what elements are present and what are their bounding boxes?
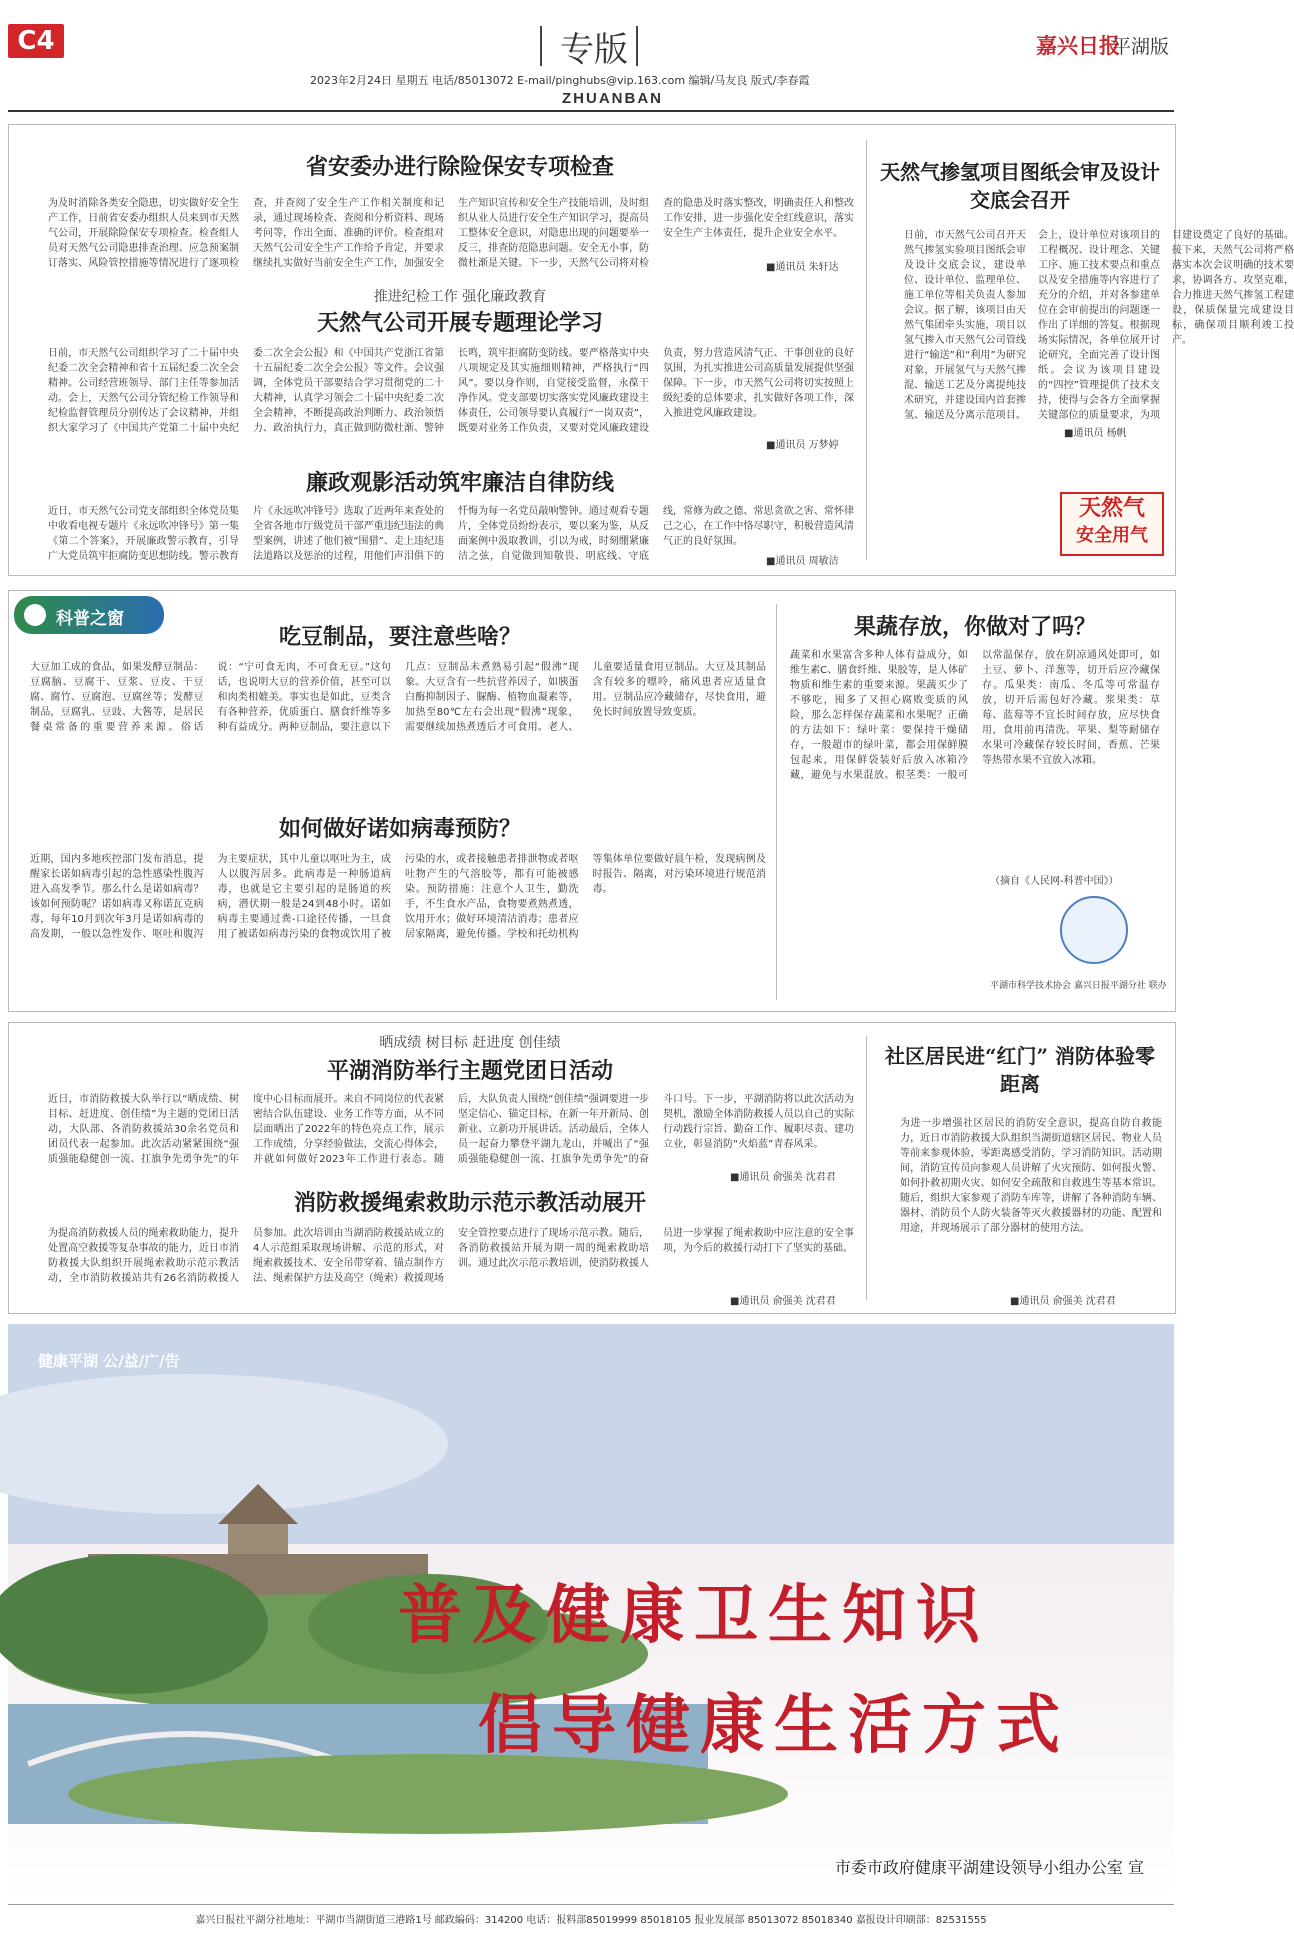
science-story-c-source: （摘自《人民网-科普中国》） bbox=[990, 876, 1119, 887]
story2-byline: ■通讯员 万梦婷 bbox=[766, 440, 839, 451]
science-window-logo bbox=[14, 596, 164, 634]
divider bbox=[636, 26, 638, 66]
edition-label: 平湖版 bbox=[1112, 36, 1170, 58]
story2-headline: 天然气公司开展专题理论学习 bbox=[316, 310, 603, 336]
story7-byline: ■通讯员 俞强美 沈君君 bbox=[1010, 1296, 1116, 1307]
science-story-a-headline: 吃豆制品，要注意些啥？ bbox=[278, 624, 521, 650]
dateline: 2023年2月24日 星期五 电话/85013072 E-mail/pinghubs@vip.163.com 编辑/马友良 版式/李春霞 bbox=[310, 74, 810, 87]
story5-subhead: 晒成绩 树目标 赶进度 创佳绩 bbox=[379, 1035, 561, 1051]
story6-byline: ■通讯员 俞强美 沈君君 bbox=[730, 1296, 836, 1307]
story1-byline: ■通讯员 朱轩达 bbox=[766, 262, 839, 273]
story5-byline: ■通讯员 俞强美 沈君君 bbox=[730, 1172, 836, 1183]
ad-slogan-line-1: 普及健康卫生知识 bbox=[398, 1578, 990, 1653]
section-subtitle: ZHUANBAN bbox=[562, 90, 663, 107]
story3-byline: ■通讯员 周敏洁 bbox=[766, 556, 839, 567]
story7-body: 为进一步增强社区居民的消防安全意识，提高自防自救能力，近日市消防救援大队组织当湖街道辖区居民、物业人员等前来参观体验，零距离感受消防，学习消防知识。活动期间，消防宣传员向参观人员讲解了火灾预防、如何报火警、如何扑救初期火灾、如何安全疏散和自救逃生等基本常识。随后，组织大家参观了消防车库等，讲解了各种消防车辆、器材、消防员个人防火装备等灭火救援器材的功能、配置和用途，并现场展示了部分器材的使用方法。 bbox=[900, 1118, 1162, 1234]
science-story-a-body: 大豆加工成的食品，如果发酵豆制品：豆腐脑、豆腐干、豆浆、豆皮、干豆腐、腐竹、豆腐泡、豆腐丝等；发酵豆制品，豆腐乳、豆豉、大酱等，是居民餐桌常备的重要营养来源。俗话说：“宁可食无肉，不可食无豆。”这句话，也说明大豆的营养价值，甚至可以和肉类相媲美。事实也是如此，豆类含有各种营养，优质蛋白、膳食纤维等多种有益成分。两种豆制品，要注意以下几点：豆制品未煮熟易引起“假沸”现象。大豆含有一些抗营养因子，如胰蛋白酶抑制因子、脲酶、植物血凝素等，加热至80℃左右会出现“假沸”现象，需要继续加热煮透后才可食用。老人、儿童要适量食用豆制品。大豆及其制品含有较多的嘌呤，痛风患者应适量食用。豆制品应冷藏储存，尽快食用，避免长时间放置导致变质。 bbox=[30, 662, 766, 733]
stamp-line-2: 安全用气 bbox=[1076, 525, 1148, 546]
ad-organizer: 市委市政府健康平湖建设领导小组办公室 宣 bbox=[834, 1858, 1144, 1877]
stamp-line-1: 天然气 bbox=[1078, 495, 1145, 521]
gas-safety-stamp bbox=[1060, 492, 1164, 556]
science-association-seal-icon bbox=[1060, 896, 1128, 964]
science-logo-text: 科普之窗 bbox=[56, 609, 124, 629]
ad-slogan-line-2: 倡导健康生活方式 bbox=[478, 1688, 1070, 1763]
brand-logo: 嘉兴日报 bbox=[1036, 33, 1120, 58]
story5-headline: 平湖消防举行主题党团日活动 bbox=[326, 1058, 613, 1084]
story5-body: 近日，市消防救援大队举行以“晒成绩、树目标、赶进度、创佳绩”为主题的党团日活动，大队部、各消防救援站30余名党员和团员代表一起参加。此次活动紧紧围绕“强质强能稳健创一流、扛旗争先勇争先”的年度中心目标而展开。来自不同岗位的代表紧密结合队伍建设、业务工作等方面，从不同层面晒出了2022年的特色亮点工作，展示工作成绩，分享经验做法，交流心得体会，并就如何做好2023年工作进行表态。随后，大队负责人围绕“创佳绩”强调要进一步坚定信心、锚定目标，在新一年开新局、创新业、立新功开展讲话。活动最后，全体人员一起奋力攀登平湖九龙山，并喊出了“强质强能稳健创一流、扛旗争先勇争先”的奋斗口号。下一步，平湖消防将以此次活动为契机，激励全体消防救援人员以自己的实际行动践行宗旨、勤奋工作、履职尽责、建功立业，彰显消防“火焰蓝”青春风采。 bbox=[48, 1094, 854, 1165]
story1-headline: 省安委办进行除险保安专项检查 bbox=[305, 154, 614, 180]
section-title: 专版 bbox=[560, 30, 628, 70]
story7-headline: 社区居民进“红门” 消防体验零距离 bbox=[885, 1044, 1155, 1096]
science-story-c-body: 蔬菜和水果富含多种人体有益成分，如维生素C、膳食纤维、果胶等，是人体矿物质和维生素的重要来源。果蔬买少了不够吃，囤多了又担心腐败变质的风险，那么怎样保存蔬菜和水果呢？正确的方法如下：绿叶菜：要保持干燥储存，一般超市的绿叶菜，都会用保鲜膜包起来，用保鲜袋装好后放入冰箱冷藏，避免与水果混放。根茎类：一般可以常温保存，放在阴凉通风处即可，如土豆、萝卜、洋葱等，切开后应冷藏保存。瓜果类：南瓜、冬瓜等可常温存放，切开后需包好冷藏。浆果类：草莓、蓝莓等不宜长时间存放，应尽快食用，食用前再清洗。苹果、梨等耐储存水果可冷藏保存较长时间，香蕉、芒果等热带水果不宜放入冰箱。 bbox=[790, 650, 1160, 781]
story2-body: 日前，市天然气公司组织学习了二十届中央纪委二次全会精神和省十五届纪委二次全会精神。公司经营班领导、部门主任等参加活动。会上，天然气公司分管纪检工作领导和纪检监督管理员分别传达了会议精神，并组织大家学习了《中国共产党第二十届中央纪委二次全会公报》和《中国共产党浙江省第十五届纪委二次全会公报》等文件。会议强调，全体党员干部要结合学习贯彻党的二十大精神，认真学习领会二十届中央纪委二次全会精神，不断提高政治判断力、政治领悟力、政治执行力，真正做到防微杜渐、警钟长鸣，筑牢拒腐防变防线。要严格落实中央八项规定及其实施细则精神，严格执行“四风”。要以身作则，自觉接受监督，永葆干净作风。党支部要切实落实党风廉政建设主体责任，公司领导要认真履行“一岗双责”，既要对业务工作负责，又要对党风廉政建设负责，努力营造风清气正、干事创业的良好氛围，为扎实推进公司高质量发展提供坚强保障。下一步，市天然气公司将切实按照上级纪委的总体要求，扎实做好各项工作，深入推进党风廉政建设。 bbox=[48, 348, 854, 434]
story6-body: 为提高消防救援人员的绳索救助能力，提升处置高空救援等复杂事故的能力，近日市消防救援大队组织开展绳索救助示范示教活动，全市消防救援站共有26名消防救援人员参加。此次培训由当湖消防救援站成立的4人示范组采取现场讲解、示范的形式，对绳索救援技术、安全吊带穿着、锚点制作方法、绳索保护方法及高空（绳索）救援现场安全管控要点进行了现场示范示教。随后，各消防救援站开展为期一周的绳索救助培训。通过此次示范示教培训，使消防救援人员进一步掌握了绳索救助中应注意的安全事项，为今后的救援行动打下了坚实的基础。 bbox=[48, 1228, 854, 1284]
divider bbox=[540, 26, 542, 66]
ad-label: 健康平湖 公/益/广/告 bbox=[38, 1352, 180, 1370]
story1-body: 为及时消除各类安全隐患，切实做好安全生产工作，日前省安委办组织人员来到市天然气公司，开展除险保安专项检查。检查组人员对天然气公司隐患排查治理、应急预案制订落实、风险管控措施等情况进行了逐项检查，并查阅了安全生产工作相关制度和记录，通过现场检查、查阅和分析资料、现场考问等，作出全面、准确的评价。检查组对天然气公司安全生产工作给予肯定，并要求继续扎实做好当前安全生产工作，加强安全生产知识宣传和安全生产技能培训，及时组织从业人员进行安全生产知识学习，提高员工整体安全意识，对隐患出现的问题要举一反三，排查防范隐患问题。安全无小事，防微杜渐是关键。下一步，天然气公司将对检查的隐患及时落实整改，明确责任人和整改工作安排，进一步强化安全红线意识，落实安全生产主体责任，提升企业安全水平。 bbox=[48, 198, 854, 269]
column-divider bbox=[866, 140, 867, 560]
story3-headline: 廉政观影活动筑牢廉洁自律防线 bbox=[305, 470, 614, 496]
page-code-badge: C4 bbox=[8, 24, 64, 58]
co-organizer-caption: 平湖市科学技术协会 嘉兴日报平湖分社 联办 bbox=[990, 981, 1167, 991]
story3-body: 近日，市天然气公司党支部组织全体党员集中收看电视专题片《永远吹冲锋号》第一集《第二个答案》，开展廉政警示教育，引导广大党员筑牢拒腐防变思想防线。警示教育片《永远吹冲锋号》选取了近两年来查处的全省各地市厅级党员干部严重违纪违法的典型案例，讲述了他们被“围猎”、走上违纪违法道路以及惩治的过程，用他们声泪俱下的忏悔为每一名党员敲响警钟。通过观看专题片，全体党员纷纷表示，要以案为鉴，从反面案例中汲取教训，引以为戒，时刻绷紧廉洁之弦，自觉做到知敬畏、明底线、守底线，常修为政之德、常思贪欲之害、常怀律己之心，在工作中恪尽职守，积极营造风清气正的良好氛围。 bbox=[48, 506, 854, 562]
story2-subhead: 推进纪检工作 强化廉政教育 bbox=[373, 289, 547, 305]
story4-byline: ■通讯员 杨帆 bbox=[1064, 428, 1127, 439]
leaf-icon bbox=[24, 604, 46, 626]
story4-body: 日前，市天然气公司召开天然气掺氢实验项目图纸会审及设计交底会议，建设单位、设计单位、监理单位、施工单位等相关负责人参加会议。据了解，该项目由天然气集团牵头实施，项目以氢气掺入市天然气公司管线进行“输送”和“利用”为研究对象，开展氢气与天然气掺混、输送工艺及分离提纯技术研究，并建设国内首套掺氢、输送及分离示范项目。会上，设计单位对该项目的工程概况、设计理念、关键工序、施工技术要点和重点以及安全措施等内容进行了充分的介绍，并对各参建单位在会审前提出的问题逐一作出了详细的答复。根据现场实际情况，各单位展开讨论研究，全面完善了设计图纸。会议为该项目建设的“四控”管理提供了技术支持，使得与会各方全面掌握关键部位的质量要求，为项目建设奠定了良好的基础。接下来，天然气公司将严格落实本次会议明确的技术要求，协调各方、攻坚克难，合力推进天然气掺氢工程建设，保质保量完成建设目标，确保项目顺利竣工投产。 bbox=[904, 230, 1294, 421]
story6-headline: 消防救援绳索救助示范示教活动展开 bbox=[293, 1190, 646, 1216]
rule bbox=[8, 110, 1174, 112]
science-story-b-body: 近期，国内多地疾控部门发布消息，提醒家长诺如病毒引起的急性感染性腹泻进入高发季节。那么什么是诺如病毒？该如何预防呢？诺如病毒又称诺瓦克病毒，每年10月到次年3月是诺如病毒的高发期，一般以急性发作、呕吐和腹泻为主要症状，其中儿童以呕吐为主，成人以腹泻居多。此病毒是一种肠道病毒，也就是它主要引起的是肠道的疾病，潜伏期一般是24到48小时。诺如病毒主要通过粪-口途径传播，一旦食用了被诺如病毒污染的食物或饮用了被污染的水，或者接触患者排泄物或者呕吐物产生的气溶胶等，都有可能被感染。预防措施：注意个人卫生，勤洗手，不生食水产品，食物要煮熟煮透，饮用开水；做好环境清洁消毒；患者应居家隔离，避免传播。学校和托幼机构等集体单位要做好晨午检，发现病例及时报告、隔离，对污染环境进行规范消毒。 bbox=[30, 854, 766, 940]
story4-headline: 天然气掺氢项目图纸会审及设计交底会召开 bbox=[880, 160, 1160, 212]
page-footer: 嘉兴日报社平湖分社地址：平湖市当湖街道三港路1号 邮政编码：314200 电话：报料部85019999 85018105 报业发展部 85013072 85018340 嘉报设计印刷部：82531555 bbox=[8, 1904, 1174, 1926]
science-story-c-headline: 果蔬存放，你做对了吗？ bbox=[853, 614, 1096, 640]
column-divider bbox=[776, 604, 777, 1000]
column-divider bbox=[866, 1036, 867, 1300]
science-story-b-headline: 如何做好诺如病毒预防？ bbox=[278, 816, 521, 842]
public-service-ad bbox=[8, 1324, 1174, 1898]
